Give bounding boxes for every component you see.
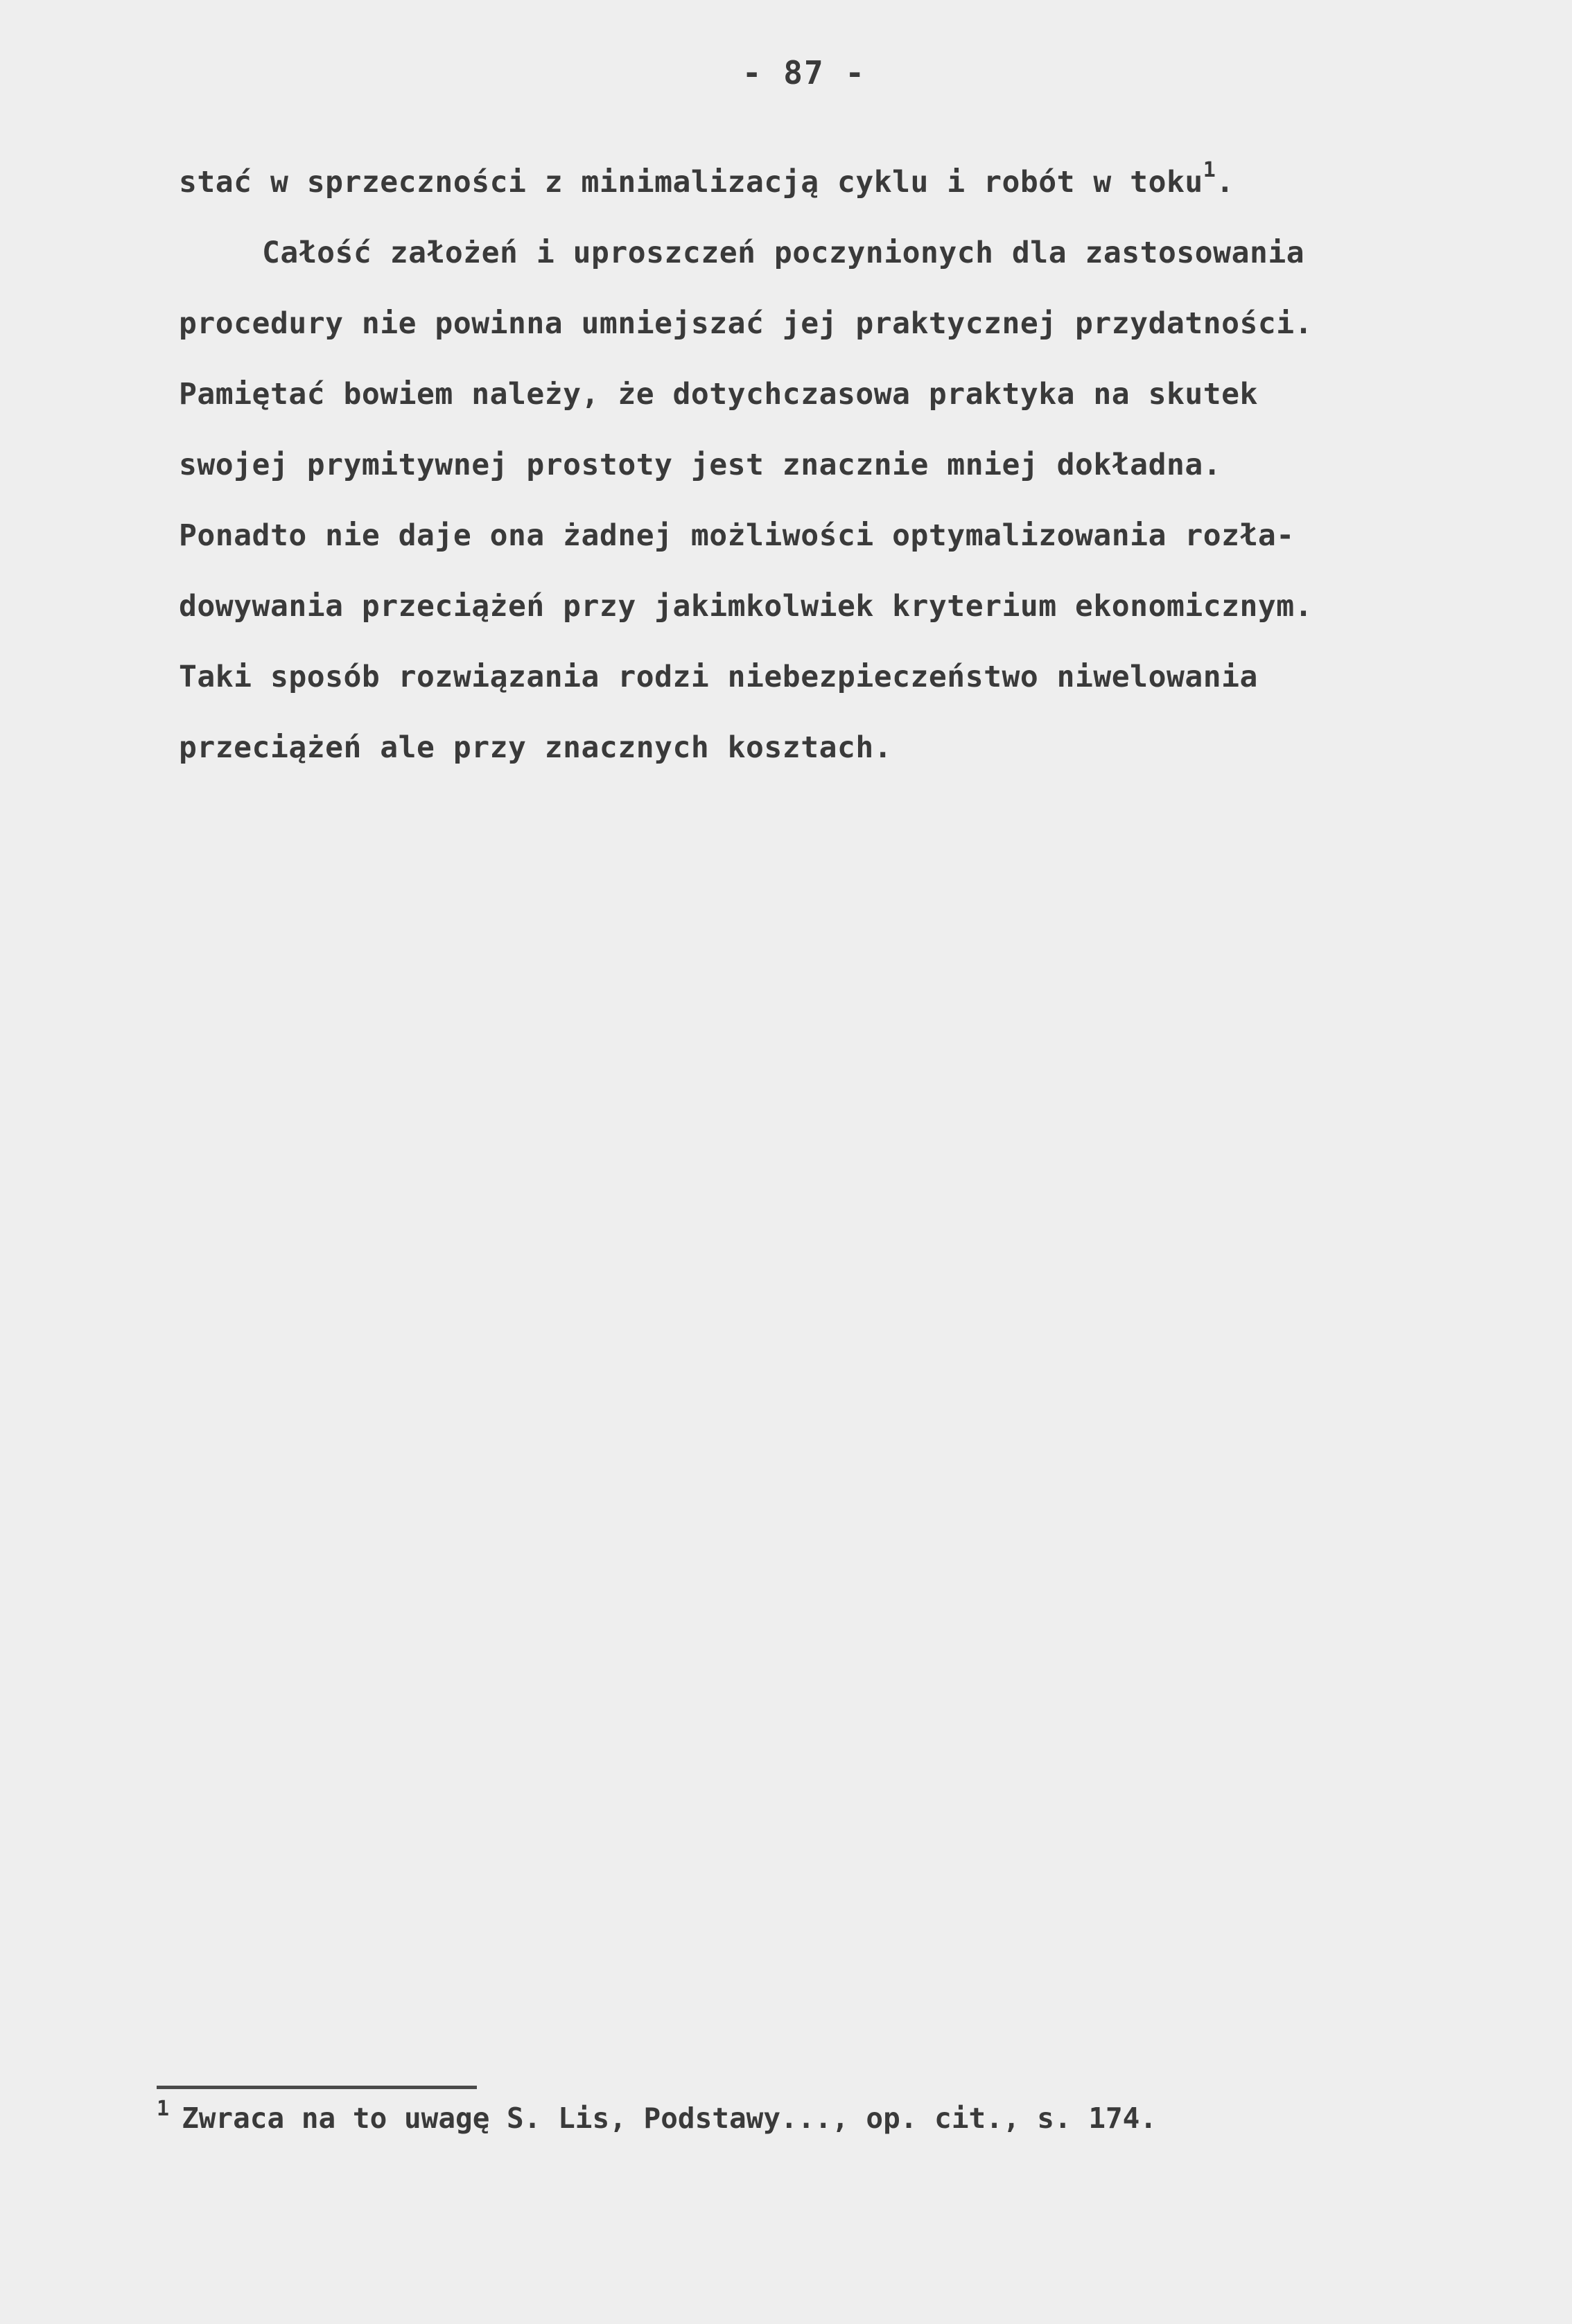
paragraph-line-tail: . — [1216, 165, 1234, 200]
paragraph-line: Całość założeń i uproszczeń poczynionych dla zastosowania — [262, 236, 1305, 270]
footnote-separator — [157, 2086, 477, 2089]
paragraph-line: Pamiętać bowiem należy, że dotychczasowa praktyka na skutek — [179, 377, 1258, 412]
footnote-line — [157, 2097, 1474, 2139]
paragraph-line: procedury nie powinna umniejszać jej praktycznej przydatności. — [179, 306, 1313, 341]
footnote-number: 1 — [157, 2097, 170, 2121]
footnote-text: Zwraca na to uwagę S. Lis, Podstawy..., op. cit., s. 174. — [182, 2102, 1158, 2135]
footnote — [157, 2086, 1474, 2139]
paragraph-line-text: stać w sprzeczności z minimalizacją cyklu i robót w toku — [179, 165, 1203, 200]
paragraph-line: przeciążeń ale przy znacznych kosztach. — [179, 730, 893, 765]
paragraph-line — [179, 147, 1496, 218]
paragraph-line: swojej prymitywnej prostoty jest znacznie mniej dokładna. — [179, 448, 1222, 482]
page-number: - 87 - — [742, 54, 866, 91]
footnote-reference: 1 — [1203, 158, 1216, 182]
body-text — [179, 147, 1496, 783]
paragraph-line: Taki sposób rozwiązania rodzi niebezpieczeństwo niwelowania — [179, 660, 1258, 694]
paragraph-line: Ponadto nie daje ona żadnej możliwości optymalizowania rozła- — [179, 518, 1295, 553]
paragraph-line: dowywania przeciążeń przy jakimkolwiek kryterium ekonomicznym. — [179, 589, 1313, 624]
